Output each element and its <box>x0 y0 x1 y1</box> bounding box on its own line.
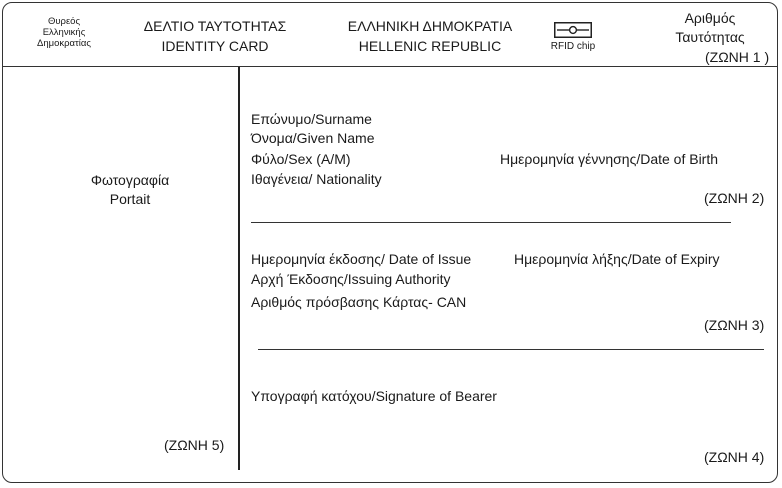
coat-of-arms-line-1: Θυρεός <box>47 16 81 27</box>
zone-2-label: (ΖΩΝΗ 2) <box>704 190 765 206</box>
can-field-label: Αριθμός πρόσβασης Κάρτας- CAN <box>251 294 467 310</box>
photo-label-english: Portait <box>109 191 151 207</box>
zone-2-divider <box>251 222 731 223</box>
identity-card-outline <box>2 2 778 483</box>
country-name-english: HELLENIC REPUBLIC <box>358 38 502 54</box>
coat-of-arms-line-3: Δημοκρατίας <box>37 38 91 49</box>
nationality-field-label: Ιθαγένεια/ Nationality <box>251 171 382 187</box>
coat-of-arms-line-2: Ελληνικής <box>42 27 86 38</box>
header-divider <box>3 66 777 67</box>
photo-column-divider <box>238 67 240 470</box>
rfid-chip-label: RFID chip <box>550 41 596 52</box>
signature-field-label: Υπογραφή κατόχου/Signature of Bearer <box>251 388 497 404</box>
id-number-label-line-2: Ταυτότητας <box>675 29 745 45</box>
document-title-greek: ΔΕΛΤΙΟ ΤΑΥΤΟΤΗΤΑΣ <box>143 18 287 34</box>
zone-5-label: (ΖΩΝΗ 5) <box>164 437 225 453</box>
sex-field-label: Φύλο/Sex (A/M) <box>251 151 351 167</box>
country-name-greek: ΕΛΛΗΝΙΚΗ ΔΗΜΟΚΡΑΤΙΑ <box>347 18 513 34</box>
coat-of-arms-label <box>26 16 102 49</box>
date-of-expiry-field-label: Ημερομηνία λήξης/Date of Expiry <box>514 251 720 267</box>
zone-3-divider <box>258 349 764 350</box>
document-title-english: IDENTITY CARD <box>161 38 269 54</box>
id-number-label-line-1: Αριθμός <box>684 10 736 26</box>
zone-1-label: (ΖΩΝΗ 1 ) <box>705 49 770 65</box>
rfid-chip-icon <box>554 22 592 38</box>
surname-field-label: Επώνυμο/Surname <box>251 111 372 127</box>
date-of-birth-field-label: Ημερομηνία γέννησης/Date of Birth <box>500 151 719 167</box>
zone-4-label: (ΖΩΝΗ 4) <box>704 449 765 465</box>
issuing-authority-field-label: Αρχή Έκδοσης/Issuing Authority <box>251 271 451 287</box>
date-of-issue-field-label: Ημερομηνία έκδοσης/ Date of Issue <box>251 251 472 267</box>
zone-3-label: (ΖΩΝΗ 3) <box>704 317 765 333</box>
given-name-field-label: Όνομα/Given Name <box>251 130 375 146</box>
photo-label-greek: Φωτογραφία <box>90 172 170 188</box>
